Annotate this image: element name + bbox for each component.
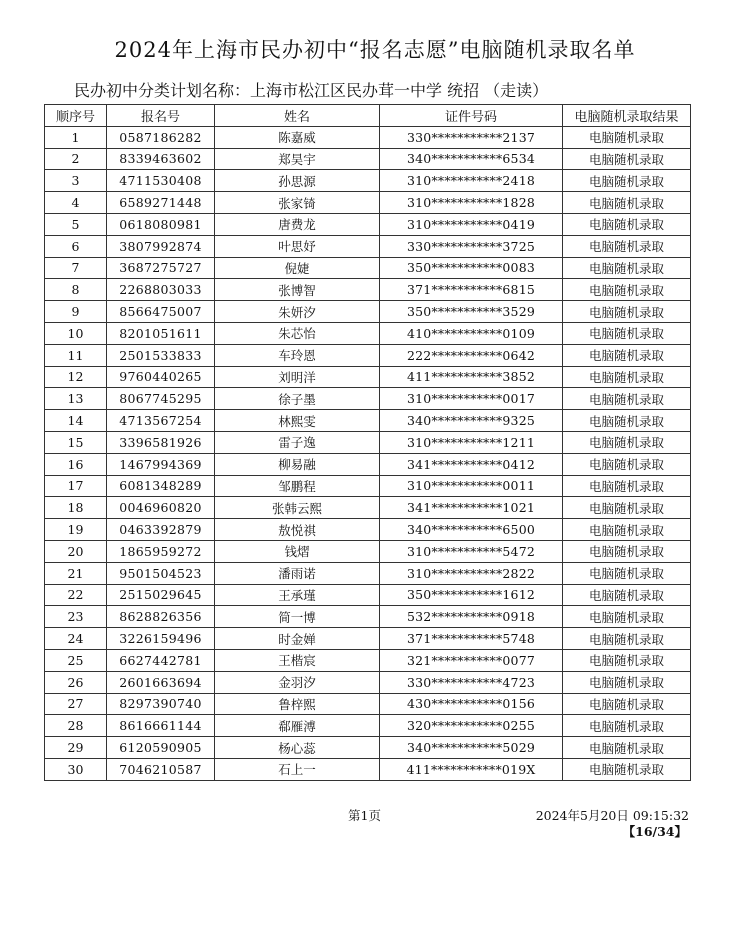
table-row xyxy=(45,257,691,279)
table-row xyxy=(45,737,691,759)
cell-registration-number: 6081348289 xyxy=(107,475,215,497)
cell-result: 电脑随机录取 xyxy=(563,584,691,606)
cell-id-number: 340***********6500 xyxy=(380,519,563,541)
cell-id-number: 320***********0255 xyxy=(380,715,563,737)
cell-registration-number: 8566475007 xyxy=(107,301,215,323)
cell-id-number: 310***********5472 xyxy=(380,540,563,562)
cell-result: 电脑随机录取 xyxy=(563,649,691,671)
table-row xyxy=(45,671,691,693)
cell-id-number: 310***********2822 xyxy=(380,562,563,584)
admission-table xyxy=(44,104,691,781)
cell-sequence: 29 xyxy=(45,737,107,759)
table-row xyxy=(45,431,691,453)
cell-registration-number: 9760440265 xyxy=(107,366,215,388)
cell-result: 电脑随机录取 xyxy=(563,475,691,497)
cell-sequence: 23 xyxy=(45,606,107,628)
cell-registration-number: 4711530408 xyxy=(107,170,215,192)
cell-name: 王楷宸 xyxy=(215,649,380,671)
cell-sequence: 3 xyxy=(45,170,107,192)
cell-result: 电脑随机录取 xyxy=(563,606,691,628)
page-index: 【16/34】 xyxy=(622,824,687,839)
cell-result: 电脑随机录取 xyxy=(563,671,691,693)
cell-sequence: 9 xyxy=(45,301,107,323)
cell-sequence: 26 xyxy=(45,671,107,693)
cell-registration-number: 8297390740 xyxy=(107,693,215,715)
cell-id-number: 341***********1021 xyxy=(380,497,563,519)
table-row xyxy=(45,758,691,780)
cell-result: 电脑随机录取 xyxy=(563,519,691,541)
table-row xyxy=(45,540,691,562)
table-row xyxy=(45,606,691,628)
table-row xyxy=(45,649,691,671)
table-row xyxy=(45,192,691,214)
cell-registration-number: 0046960820 xyxy=(107,497,215,519)
cell-id-number: 310***********0017 xyxy=(380,388,563,410)
cell-registration-number: 9501504523 xyxy=(107,562,215,584)
cell-result: 电脑随机录取 xyxy=(563,213,691,235)
table-row xyxy=(45,235,691,257)
cell-id-number: 371***********5748 xyxy=(380,628,563,650)
cell-result: 电脑随机录取 xyxy=(563,497,691,519)
cell-id-number: 310***********2418 xyxy=(380,170,563,192)
cell-result: 电脑随机录取 xyxy=(563,148,691,170)
cell-name: 张博智 xyxy=(215,279,380,301)
cell-registration-number: 0463392879 xyxy=(107,519,215,541)
cell-result: 电脑随机录取 xyxy=(563,410,691,432)
table-row xyxy=(45,213,691,235)
cell-sequence: 13 xyxy=(45,388,107,410)
header-registration-number: 报名号 xyxy=(107,105,215,127)
cell-name: 杨心蕊 xyxy=(215,737,380,759)
cell-result: 电脑随机录取 xyxy=(563,715,691,737)
table-row xyxy=(45,301,691,323)
cell-name: 朱妍汐 xyxy=(215,301,380,323)
cell-id-number: 411***********019X xyxy=(380,758,563,780)
cell-name: 叶思妤 xyxy=(215,235,380,257)
cell-name: 石上一 xyxy=(215,758,380,780)
cell-result: 电脑随机录取 xyxy=(563,322,691,344)
cell-sequence: 17 xyxy=(45,475,107,497)
table-header-row xyxy=(45,105,691,127)
cell-sequence: 12 xyxy=(45,366,107,388)
table-row xyxy=(45,562,691,584)
cell-name: 鲁梓熙 xyxy=(215,693,380,715)
cell-id-number: 330***********2137 xyxy=(380,126,563,148)
cell-id-number: 310***********1211 xyxy=(380,431,563,453)
page-number: 第1页 xyxy=(348,808,381,823)
cell-registration-number: 2268803033 xyxy=(107,279,215,301)
cell-id-number: 340***********5029 xyxy=(380,737,563,759)
cell-id-number: 371***********6815 xyxy=(380,279,563,301)
cell-id-number: 411***********3852 xyxy=(380,366,563,388)
cell-registration-number: 1467994369 xyxy=(107,453,215,475)
cell-id-number: 330***********3725 xyxy=(380,235,563,257)
header-result: 电脑随机录取结果 xyxy=(563,105,691,127)
cell-sequence: 14 xyxy=(45,410,107,432)
cell-sequence: 10 xyxy=(45,322,107,344)
cell-registration-number: 3807992874 xyxy=(107,235,215,257)
cell-name: 金羽汐 xyxy=(215,671,380,693)
cell-result: 电脑随机录取 xyxy=(563,540,691,562)
cell-result: 电脑随机录取 xyxy=(563,170,691,192)
table-row xyxy=(45,279,691,301)
table-row xyxy=(45,410,691,432)
cell-id-number: 321***********0077 xyxy=(380,649,563,671)
cell-name: 王承瑾 xyxy=(215,584,380,606)
cell-result: 电脑随机录取 xyxy=(563,758,691,780)
cell-name: 郗雁溥 xyxy=(215,715,380,737)
cell-name: 倪婕 xyxy=(215,257,380,279)
cell-registration-number: 8616661144 xyxy=(107,715,215,737)
cell-result: 电脑随机录取 xyxy=(563,279,691,301)
cell-name: 张韩云熙 xyxy=(215,497,380,519)
print-timestamp: 2024年5月20日 09:15:32 xyxy=(535,808,689,823)
cell-result: 电脑随机录取 xyxy=(563,235,691,257)
cell-id-number: 340***********6534 xyxy=(380,148,563,170)
cell-sequence: 2 xyxy=(45,148,107,170)
cell-sequence: 25 xyxy=(45,649,107,671)
cell-name: 简一博 xyxy=(215,606,380,628)
cell-result: 电脑随机录取 xyxy=(563,126,691,148)
cell-sequence: 21 xyxy=(45,562,107,584)
cell-name: 邹鹏程 xyxy=(215,475,380,497)
cell-name: 朱芯怡 xyxy=(215,322,380,344)
cell-sequence: 6 xyxy=(45,235,107,257)
cell-name: 时金婵 xyxy=(215,628,380,650)
cell-name: 刘明洋 xyxy=(215,366,380,388)
header-id-number: 证件号码 xyxy=(380,105,563,127)
cell-name: 雷子逸 xyxy=(215,431,380,453)
cell-id-number: 310***********0011 xyxy=(380,475,563,497)
cell-result: 电脑随机录取 xyxy=(563,562,691,584)
cell-name: 钱熠 xyxy=(215,540,380,562)
cell-registration-number: 3226159496 xyxy=(107,628,215,650)
plan-name: 民办初中分类计划名称：上海市松江区民办茸一中学 统招 （走读） xyxy=(74,81,549,100)
table-row xyxy=(45,126,691,148)
header-sequence: 顺序号 xyxy=(45,105,107,127)
cell-name: 孙思源 xyxy=(215,170,380,192)
cell-registration-number: 3687275727 xyxy=(107,257,215,279)
cell-sequence: 22 xyxy=(45,584,107,606)
cell-id-number: 340***********9325 xyxy=(380,410,563,432)
table-row xyxy=(45,388,691,410)
document-title: 2024年上海市民办初中“报名志愿”电脑随机录取名单 xyxy=(114,38,636,62)
cell-sequence: 1 xyxy=(45,126,107,148)
cell-result: 电脑随机录取 xyxy=(563,388,691,410)
cell-result: 电脑随机录取 xyxy=(563,366,691,388)
cell-id-number: 532***********0918 xyxy=(380,606,563,628)
cell-id-number: 350***********0083 xyxy=(380,257,563,279)
cell-sequence: 30 xyxy=(45,758,107,780)
cell-registration-number: 3396581926 xyxy=(107,431,215,453)
cell-id-number: 430***********0156 xyxy=(380,693,563,715)
cell-name: 唐费龙 xyxy=(215,213,380,235)
cell-name: 车玲恩 xyxy=(215,344,380,366)
table-row xyxy=(45,628,691,650)
table-row xyxy=(45,453,691,475)
cell-registration-number: 2515029645 xyxy=(107,584,215,606)
cell-registration-number: 0587186282 xyxy=(107,126,215,148)
table-row xyxy=(45,475,691,497)
cell-registration-number: 7046210587 xyxy=(107,758,215,780)
table-row xyxy=(45,715,691,737)
cell-registration-number: 8067745295 xyxy=(107,388,215,410)
cell-name: 柳易融 xyxy=(215,453,380,475)
cell-sequence: 15 xyxy=(45,431,107,453)
table-row xyxy=(45,344,691,366)
cell-id-number: 330***********4723 xyxy=(380,671,563,693)
table-body xyxy=(45,126,691,780)
cell-sequence: 5 xyxy=(45,213,107,235)
cell-sequence: 20 xyxy=(45,540,107,562)
cell-id-number: 350***********1612 xyxy=(380,584,563,606)
cell-id-number: 350***********3529 xyxy=(380,301,563,323)
cell-sequence: 24 xyxy=(45,628,107,650)
cell-sequence: 4 xyxy=(45,192,107,214)
cell-id-number: 310***********0419 xyxy=(380,213,563,235)
cell-registration-number: 8628826356 xyxy=(107,606,215,628)
cell-name: 郑昊宇 xyxy=(215,148,380,170)
cell-registration-number: 8201051611 xyxy=(107,322,215,344)
cell-name: 潘雨诺 xyxy=(215,562,380,584)
cell-id-number: 341***********0412 xyxy=(380,453,563,475)
cell-result: 电脑随机录取 xyxy=(563,737,691,759)
header-name: 姓名 xyxy=(215,105,380,127)
cell-registration-number: 0618080981 xyxy=(107,213,215,235)
table-row xyxy=(45,497,691,519)
cell-registration-number: 6120590905 xyxy=(107,737,215,759)
cell-sequence: 28 xyxy=(45,715,107,737)
cell-registration-number: 8339463602 xyxy=(107,148,215,170)
table-row xyxy=(45,693,691,715)
cell-sequence: 7 xyxy=(45,257,107,279)
cell-registration-number: 6627442781 xyxy=(107,649,215,671)
cell-result: 电脑随机录取 xyxy=(563,453,691,475)
cell-id-number: 222***********0642 xyxy=(380,344,563,366)
cell-result: 电脑随机录取 xyxy=(563,693,691,715)
cell-id-number: 310***********1828 xyxy=(380,192,563,214)
table-row xyxy=(45,322,691,344)
cell-sequence: 8 xyxy=(45,279,107,301)
cell-sequence: 11 xyxy=(45,344,107,366)
table-row xyxy=(45,519,691,541)
table-row xyxy=(45,170,691,192)
cell-name: 陈嘉威 xyxy=(215,126,380,148)
cell-sequence: 19 xyxy=(45,519,107,541)
cell-name: 徐子墨 xyxy=(215,388,380,410)
table-row xyxy=(45,366,691,388)
cell-id-number: 410***********0109 xyxy=(380,322,563,344)
cell-sequence: 27 xyxy=(45,693,107,715)
cell-registration-number: 6589271448 xyxy=(107,192,215,214)
cell-sequence: 18 xyxy=(45,497,107,519)
cell-sequence: 16 xyxy=(45,453,107,475)
table-row xyxy=(45,148,691,170)
cell-name: 张家锜 xyxy=(215,192,380,214)
cell-registration-number: 2501533833 xyxy=(107,344,215,366)
cell-result: 电脑随机录取 xyxy=(563,344,691,366)
table-row xyxy=(45,584,691,606)
cell-result: 电脑随机录取 xyxy=(563,257,691,279)
cell-name: 林熙雯 xyxy=(215,410,380,432)
cell-name: 敖悦祺 xyxy=(215,519,380,541)
cell-registration-number: 1865959272 xyxy=(107,540,215,562)
cell-registration-number: 4713567254 xyxy=(107,410,215,432)
cell-registration-number: 2601663694 xyxy=(107,671,215,693)
cell-result: 电脑随机录取 xyxy=(563,431,691,453)
cell-result: 电脑随机录取 xyxy=(563,628,691,650)
cell-result: 电脑随机录取 xyxy=(563,301,691,323)
cell-result: 电脑随机录取 xyxy=(563,192,691,214)
